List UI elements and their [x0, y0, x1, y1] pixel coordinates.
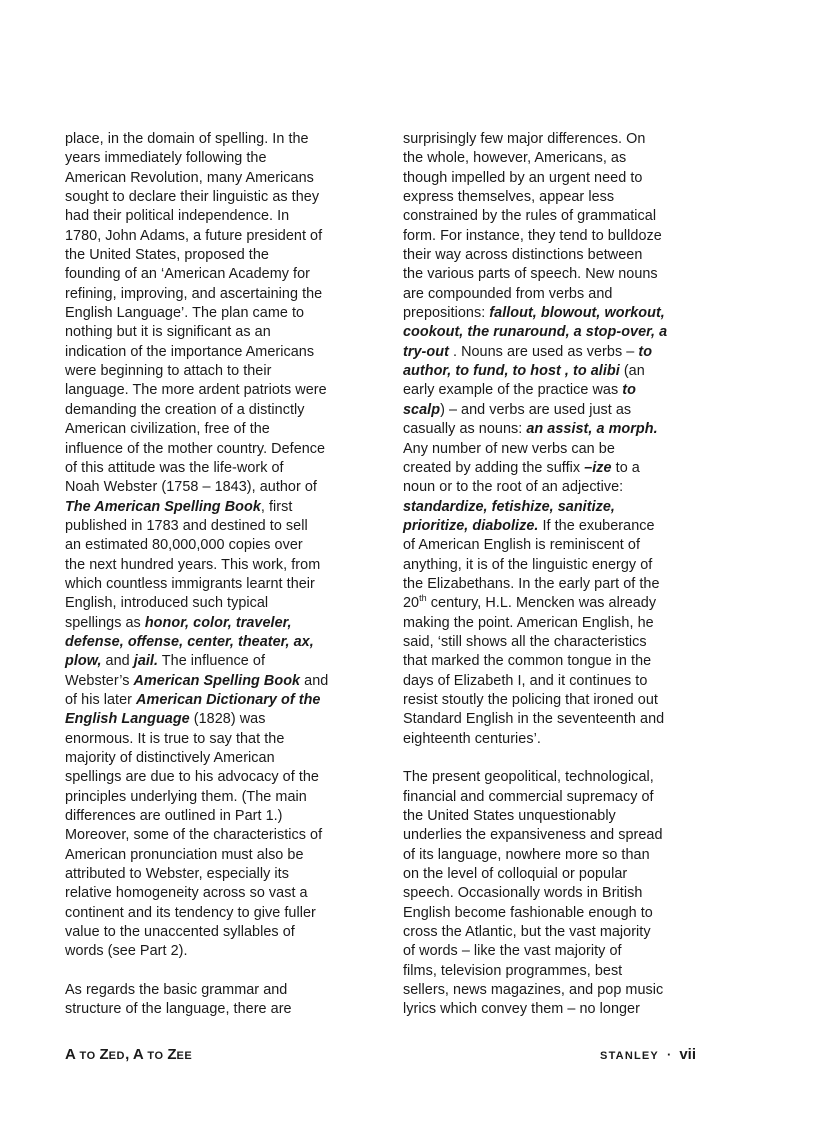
- text-run: cross the Atlantic, but the vast majority: [403, 924, 651, 941]
- footer-title-part: A: [65, 1046, 76, 1063]
- text-line: [403, 285, 703, 304]
- footer-author: STANLEY: [600, 1050, 659, 1062]
- text-line: [403, 227, 703, 246]
- text-run: the United States unquestionably: [403, 808, 616, 825]
- text-line: [403, 362, 703, 381]
- text-line: [403, 536, 703, 555]
- italic-term: prioritize, diabolize.: [403, 517, 539, 534]
- text-run: (an: [619, 363, 645, 380]
- text-line: [403, 304, 703, 323]
- italic-term: an assist, a morph.: [526, 421, 658, 438]
- text-line: [65, 556, 370, 575]
- text-run: 20: [403, 595, 420, 612]
- footer-title-part: TO: [143, 1050, 168, 1062]
- text-line: [403, 401, 703, 420]
- text-line: [65, 227, 370, 246]
- text-line: [65, 691, 370, 710]
- text-line: [65, 981, 370, 1000]
- text-run: English become fashionable enough to: [403, 904, 653, 921]
- text-run: relative homogeneity across so vast a: [65, 885, 308, 902]
- text-line: [65, 517, 370, 536]
- text-run: majority of distinctively American: [65, 750, 275, 766]
- text-run: If the exuberance: [538, 517, 655, 534]
- text-run: of his later: [65, 691, 137, 708]
- text-run: . Nouns are used as verbs –: [448, 343, 639, 360]
- text-line: [65, 149, 370, 168]
- text-run: century, H.L. Mencken was already: [426, 595, 657, 612]
- text-line: [403, 1000, 703, 1019]
- text-run: had their political independence. In: [65, 208, 290, 225]
- text-run: eighteenth centuries’.: [403, 730, 541, 747]
- text-line: [403, 614, 703, 633]
- text-run: The influence of: [158, 653, 266, 670]
- superscript: th: [419, 593, 427, 604]
- text-run: making the point. American English, he: [403, 614, 654, 631]
- text-line: [403, 826, 703, 845]
- italic-term: scalp: [403, 401, 441, 418]
- text-run: English, introduced such typical: [65, 595, 269, 612]
- text-line: [65, 826, 370, 845]
- footer-title-part: ED: [108, 1050, 126, 1062]
- text-line: [403, 672, 703, 691]
- text-line: [403, 633, 703, 652]
- text-run: language. The more ardent patriots were: [65, 382, 327, 399]
- text-run: The present geopolitical, technological,: [403, 769, 654, 786]
- right-column: [403, 130, 703, 1020]
- text-line: [403, 440, 703, 459]
- italic-term: The American Spelling Book: [65, 498, 261, 515]
- paragraph-gap: [403, 749, 703, 768]
- text-run: As regards the basic grammar and: [65, 982, 288, 999]
- text-line: [403, 846, 703, 865]
- italic-term: jail.: [133, 653, 159, 670]
- text-run: influence of the mother country. Defence: [65, 440, 326, 457]
- text-run: the various parts of speech. New nouns: [403, 266, 658, 283]
- text-line: [65, 304, 370, 323]
- text-run: which countless immigrants learnt their: [65, 575, 315, 592]
- text-run: , first: [260, 498, 293, 515]
- italic-term: try-out: [403, 343, 449, 360]
- text-line: [65, 652, 370, 671]
- text-line: [403, 169, 703, 188]
- text-line: [403, 981, 703, 1000]
- text-run: Any number of new verbs can be: [403, 440, 615, 457]
- text-line: [65, 788, 370, 807]
- text-line: [65, 730, 370, 749]
- page-number: vii: [679, 1046, 696, 1063]
- text-line: [65, 401, 370, 420]
- text-run: sought to declare their linguistic as they: [65, 189, 320, 206]
- italic-term: fallout, blowout, workout,: [489, 305, 665, 322]
- text-run: English Language’. The plan came to: [65, 305, 305, 322]
- text-run: of words – like the vast majority of: [403, 943, 622, 960]
- text-run: of this attitude was the life-work of: [65, 459, 284, 476]
- italic-term: standardize, fetishize, sanitize,: [403, 498, 615, 515]
- text-run: American Revolution, many Americans: [65, 169, 314, 186]
- text-run: spellings are due to his advocacy of the: [65, 769, 319, 786]
- text-line: [403, 884, 703, 903]
- text-line: [403, 788, 703, 807]
- text-line: [403, 459, 703, 478]
- text-line: [65, 807, 370, 826]
- text-run: on the level of colloquial or popular: [403, 866, 628, 883]
- text-line: [65, 672, 370, 691]
- text-line: [403, 865, 703, 884]
- text-line: [65, 865, 370, 884]
- text-run: lyrics which convey them – no longer: [403, 1001, 640, 1018]
- footer-title-part: Z: [167, 1046, 177, 1063]
- text-line: [65, 575, 370, 594]
- text-run: spellings as: [65, 614, 145, 631]
- text-line: [403, 691, 703, 710]
- text-line: [403, 420, 703, 439]
- text-line: [403, 768, 703, 787]
- text-run: attributed to Webster, especially its: [65, 866, 289, 883]
- text-run: ) – and verbs are used just as: [440, 401, 632, 418]
- text-line: [403, 130, 703, 149]
- text-line: [403, 575, 703, 594]
- text-line: [403, 904, 703, 923]
- text-run: early example of the practice was: [403, 382, 623, 399]
- text-run: form. For instance, they tend to bulldoze: [403, 227, 662, 244]
- text-run: days of Elizabeth I, and it continues to: [403, 672, 648, 689]
- running-footer-page: [600, 1045, 696, 1066]
- text-run: of American English is reminiscent of: [403, 537, 640, 554]
- italic-term: American Spelling Book: [133, 672, 301, 689]
- text-line: [65, 710, 370, 729]
- italic-term: plow,: [65, 653, 102, 670]
- text-run: and: [300, 672, 329, 689]
- text-run: constrained by the rules of grammatical: [403, 208, 657, 225]
- text-run: nothing but it is significant as an: [65, 324, 271, 341]
- paragraph-gap: [65, 962, 370, 981]
- text-run: films, television programmes, best: [403, 962, 623, 979]
- text-run: differences are outlined in Part 1.): [65, 808, 283, 825]
- text-line: [65, 130, 370, 149]
- text-run: value to the unaccented syllables of: [65, 924, 295, 941]
- text-run: principles underlying them. (The main: [65, 788, 307, 805]
- text-line: [65, 923, 370, 942]
- text-line: [403, 710, 703, 729]
- text-run: Moreover, some of the characteristics of: [65, 827, 323, 844]
- text-line: [65, 265, 370, 284]
- text-line: [65, 846, 370, 865]
- text-line: [65, 362, 370, 381]
- text-run: (1828) was: [189, 711, 266, 728]
- text-run: of its language, nowhere more so than: [403, 846, 650, 863]
- text-line: [65, 1000, 370, 1019]
- text-line: [403, 188, 703, 207]
- text-run: anything, it is of the linguistic energy of: [403, 556, 653, 573]
- text-run: enormous. It is true to say that the: [65, 730, 285, 747]
- text-line: [403, 498, 703, 517]
- text-line: [403, 207, 703, 226]
- text-line: [403, 478, 703, 497]
- text-line: [65, 633, 370, 652]
- text-line: [403, 652, 703, 671]
- text-run: indication of the importance Americans: [65, 343, 315, 360]
- italic-term: honor, color, traveler,: [144, 614, 292, 631]
- text-line: [65, 381, 370, 400]
- text-run: 1780, John Adams, a future president of: [65, 227, 323, 244]
- footer-separator: ·: [666, 1047, 672, 1062]
- text-run: were beginning to attach to their: [65, 363, 272, 380]
- text-run: published in 1783 and destined to sell: [65, 517, 308, 534]
- text-run: speech. Occasionally words in British: [403, 885, 643, 902]
- text-run: Noah Webster (1758 – 1843), author of: [65, 479, 317, 496]
- text-line: [65, 498, 370, 517]
- text-run: surprisingly few major differences. On: [403, 131, 646, 147]
- text-run: resist stoutly the policing that ironed out: [403, 691, 658, 708]
- text-line: [403, 962, 703, 981]
- footer-title-part: EE: [176, 1050, 193, 1062]
- text-run: continent and its tendency to give fuller: [65, 904, 316, 921]
- text-line: [403, 556, 703, 575]
- text-line: [65, 749, 370, 768]
- text-line: [65, 768, 370, 787]
- text-run: though impelled by an urgent need to: [403, 169, 643, 186]
- text-run: underlies the expansiveness and spread: [403, 827, 663, 844]
- italic-term: –ize: [584, 459, 612, 476]
- left-column: [65, 130, 370, 1020]
- text-line: [65, 323, 370, 342]
- text-line: [403, 730, 703, 749]
- text-run: to a: [611, 459, 640, 476]
- italic-term: English Language: [65, 711, 190, 728]
- text-run: the United States, proposed the: [65, 247, 269, 264]
- text-run: financial and commercial supremacy of: [403, 788, 654, 805]
- text-run: prepositions:: [403, 305, 490, 322]
- text-run: said, ‘still shows all the characteristics: [403, 633, 647, 650]
- text-line: [65, 594, 370, 613]
- text-line: [403, 149, 703, 168]
- running-footer-title: [65, 1045, 192, 1066]
- text-run: noun or to the root of an adjective:: [403, 479, 624, 496]
- text-run: are compounded from verbs and: [403, 285, 613, 302]
- text-line: [403, 807, 703, 826]
- text-line: [403, 246, 703, 265]
- text-run: words (see Part 2).: [65, 943, 188, 960]
- text-line: [65, 459, 370, 478]
- footer-title-part: Z: [99, 1046, 109, 1063]
- text-line: [65, 207, 370, 226]
- text-run: founding of an ‘American Academy for: [65, 266, 310, 283]
- text-line: [403, 942, 703, 961]
- text-line: [65, 478, 370, 497]
- italic-term: author, to fund, to host , to alibi: [403, 363, 620, 380]
- text-line: [65, 188, 370, 207]
- footer-title-part: , A: [125, 1046, 144, 1063]
- text-line: [403, 323, 703, 342]
- text-run: the Elizabethans. In the early part of the: [403, 575, 660, 592]
- text-line: [65, 884, 370, 903]
- text-run: sellers, news magazines, and pop music: [403, 982, 664, 999]
- text-line: [65, 169, 370, 188]
- text-line: [65, 440, 370, 459]
- text-run: express themselves, appear less: [403, 189, 615, 206]
- text-line: [65, 904, 370, 923]
- text-line: [403, 265, 703, 284]
- text-run: their way across distinctions between: [403, 247, 643, 264]
- italic-term: cookout, the runaround, a stop-over, a: [403, 324, 668, 341]
- text-run: an estimated 80,000,000 copies over: [65, 537, 303, 554]
- text-line: [65, 614, 370, 633]
- italic-term: defense, offense, center, theater, ax,: [65, 633, 314, 650]
- text-run: American civilization, free of the: [65, 421, 270, 438]
- italic-term: to: [638, 343, 653, 360]
- text-run: created by adding the suffix: [403, 459, 585, 476]
- text-line: [65, 285, 370, 304]
- text-line: [65, 343, 370, 362]
- text-run: and: [101, 653, 134, 670]
- text-line: [403, 594, 703, 613]
- text-run: Webster’s: [65, 672, 134, 689]
- text-run: American pronunciation must also be: [65, 846, 304, 863]
- text-run: demanding the creation of a distinctly: [65, 401, 305, 418]
- text-line: [65, 536, 370, 555]
- italic-term: to: [622, 382, 636, 399]
- text-line: [65, 942, 370, 961]
- text-run: casually as nouns:: [403, 421, 527, 438]
- text-line: [403, 343, 703, 362]
- text-run: the next hundred years. This work, from: [65, 556, 321, 573]
- text-line: [403, 381, 703, 400]
- text-line: [65, 246, 370, 265]
- text-run: refining, improving, and ascertaining the: [65, 285, 323, 302]
- text-line: [65, 420, 370, 439]
- text-run: place, in the domain of spelling. In the: [65, 131, 309, 147]
- text-run: Standard English in the seventeenth and: [403, 711, 665, 728]
- text-run: that marked the common tongue in the: [403, 653, 652, 670]
- text-run: structure of the language, there are: [65, 1001, 292, 1018]
- text-line: [403, 517, 703, 536]
- text-run: years immediately following the: [65, 150, 267, 167]
- text-line: [403, 923, 703, 942]
- footer-title-part: TO: [75, 1050, 100, 1062]
- italic-term: American Dictionary of the: [136, 691, 321, 708]
- text-run: the whole, however, Americans, as: [403, 150, 627, 167]
